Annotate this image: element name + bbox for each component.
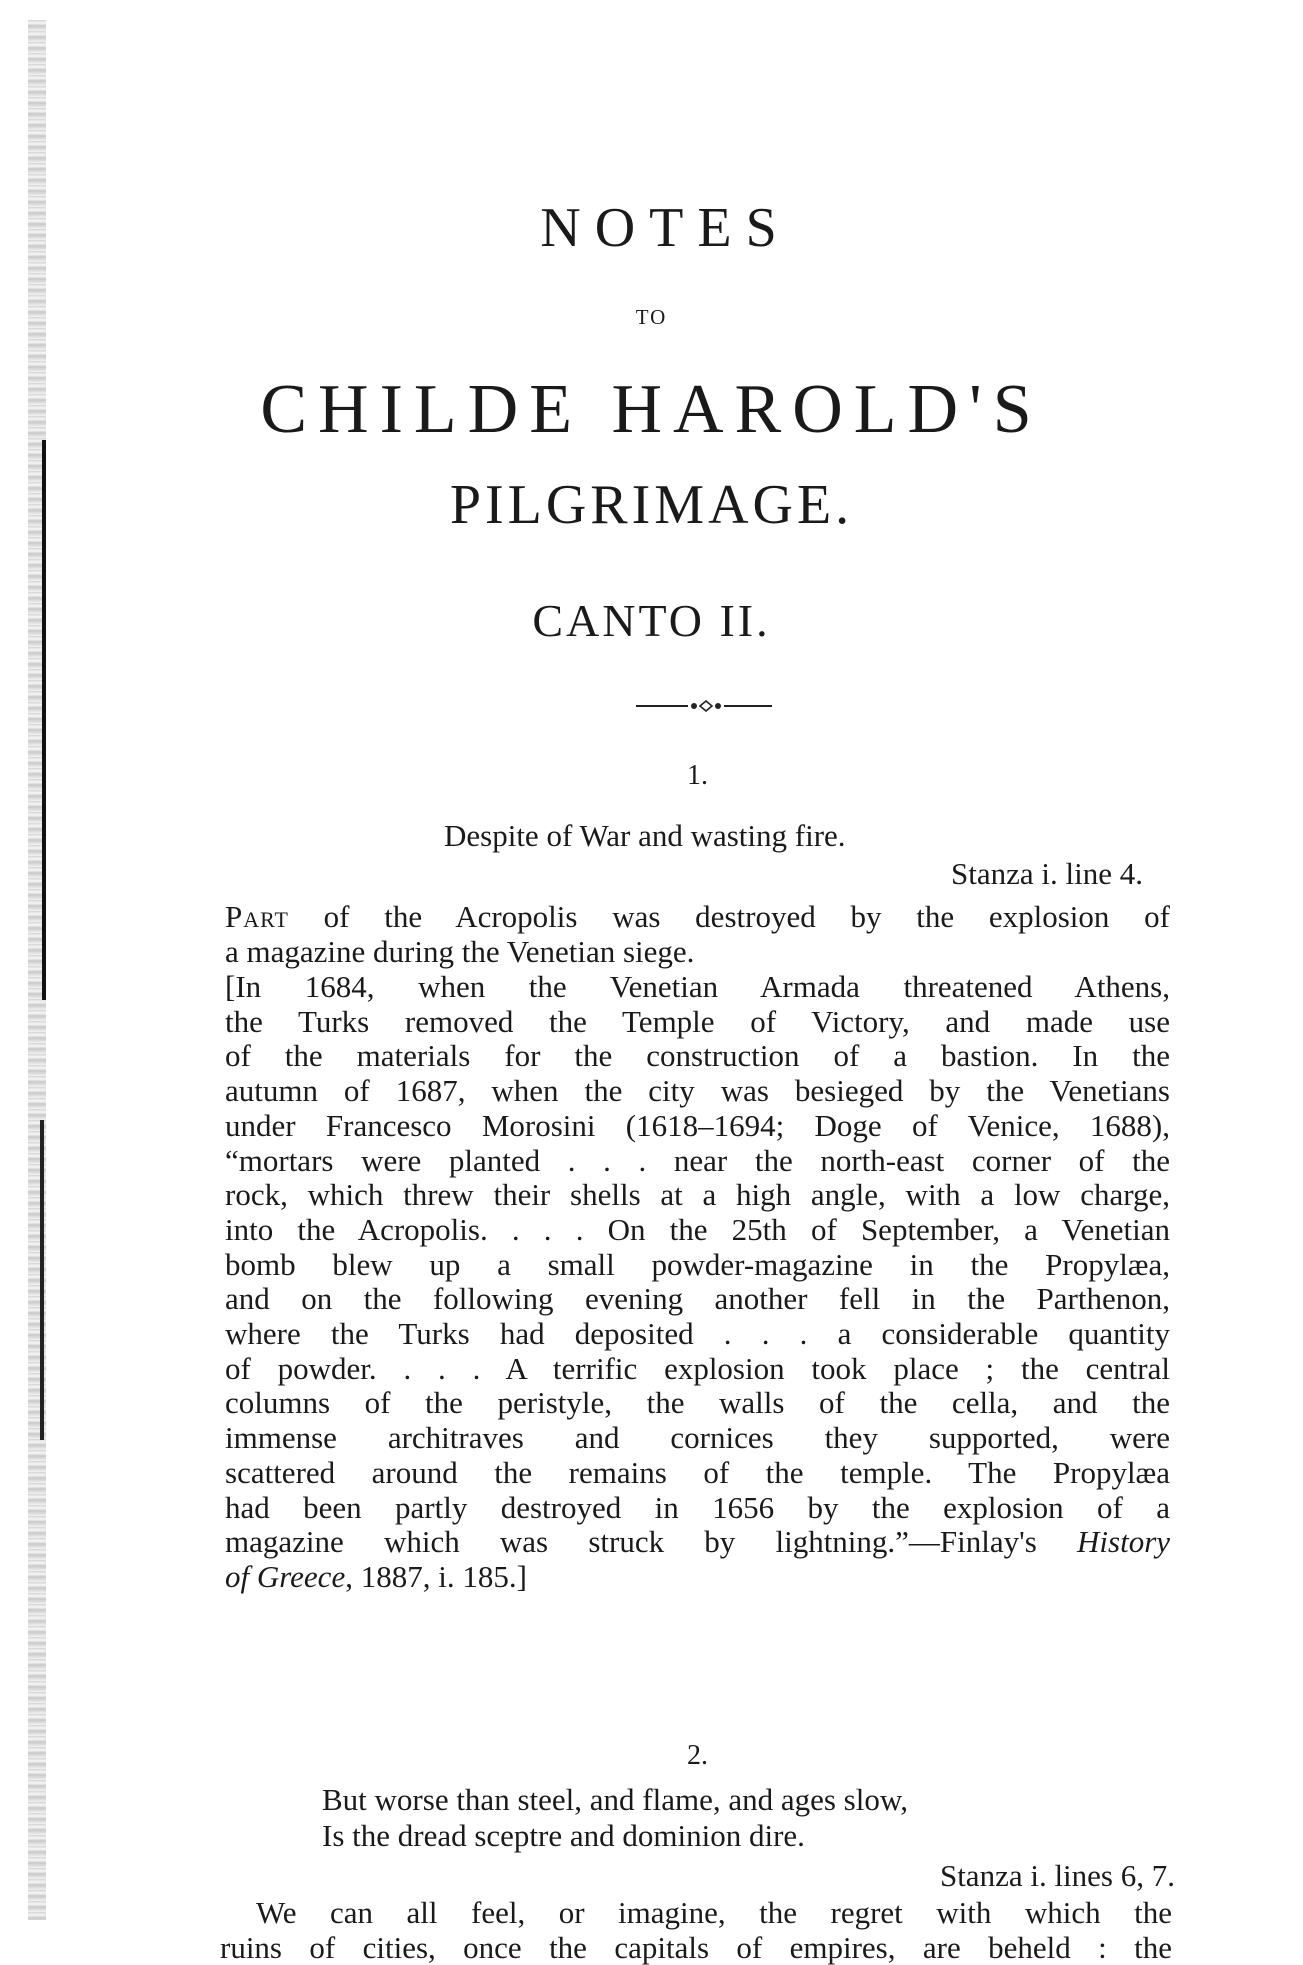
note-number-2: 2.	[687, 1740, 708, 1771]
text-line: [In 1684, when the Venetian Armada threatened Athens,	[225, 969, 1170, 1004]
text-line: where the Turks had deposited . . . a considerable quantity	[225, 1316, 1170, 1352]
text-line: the Turks removed the Temple of Victory, and made use	[225, 1003, 1170, 1039]
notes-heading: NOTES	[540, 197, 791, 259]
text-line: immense architraves and cornices they supported, were	[225, 1420, 1170, 1456]
text-line: into the Acropolis. . . . On the 25th of September, a Venetian	[225, 1211, 1170, 1247]
text-line: “mortars were planted . . . near the north-east corner of the	[225, 1142, 1170, 1178]
text-line	[225, 1560, 1170, 1595]
canto-heading: CANTO II.	[532, 595, 771, 646]
text-line: rock, which threw their shells at a high angle, with a low charge,	[225, 1177, 1170, 1213]
note-2-paragraph	[220, 1896, 1172, 1965]
note-2-quote-line-1: But worse than steel, and flame, and ages slow,	[322, 1782, 908, 1817]
text-line: scattered around the remains of the temple. The Propylæa	[225, 1454, 1170, 1490]
text-line: We can all feel, or imagine, the regret with which the	[256, 1895, 1172, 1930]
note-1-paragraph-1	[225, 900, 1170, 969]
citation-details: , 1887, i. 185.]	[345, 1558, 527, 1594]
work-title-line-1: CHILDE HAROLD'S	[260, 371, 1043, 448]
text-line: Part of the Acropolis was destroyed by the explosion of	[225, 899, 1170, 934]
text-line: bomb blew up a small powder-magazine in the Propylæa,	[225, 1246, 1170, 1282]
lead-word: Part	[225, 899, 289, 934]
text-line: had been partly destroyed in 1656 by the explosion of a	[225, 1489, 1170, 1525]
text-line: a magazine during the Venetian siege.	[225, 933, 695, 969]
citation-title-part-2: of Greece	[225, 1558, 346, 1594]
note-2-reference: Stanza i. lines 6, 7.	[939, 1858, 1175, 1893]
citation-title-part-1: History	[1077, 1524, 1171, 1560]
text-line: and on the following evening another fell in the Parthenon,	[225, 1281, 1170, 1317]
to-word: TO	[635, 305, 668, 329]
note-1-reference: Stanza i. line 4.	[951, 856, 1143, 891]
ornament-divider	[636, 700, 772, 712]
work-title-line-2: PILGRIMAGE.	[449, 474, 854, 536]
text-line: of the materials for the construction of a bastion. In the	[225, 1038, 1170, 1074]
text-line: autumn of 1687, when the city was besieged by the Venetians	[225, 1073, 1170, 1109]
text-line: columns of the peristyle, the walls of the cella, and the	[225, 1385, 1170, 1421]
note-number-1: 1.	[687, 760, 708, 791]
note-1-paragraph-2	[225, 970, 1170, 1595]
note-2-quote-line-2: Is the dread sceptre and dominion dire.	[322, 1818, 805, 1853]
text-line: of powder. . . . A terrific explosion took place ; the central	[225, 1350, 1170, 1386]
text-line: ruins of cities, once the capitals of empires, are beheld : the	[220, 1929, 1172, 1965]
note-1-quote-line: Despite of War and wasting fire.	[444, 818, 846, 853]
text-line: under Francesco Morosini (1618–1694; Doge of Venice, 1688),	[225, 1107, 1170, 1143]
text-line: magazine which was struck by lightning.”—Finlay's History	[225, 1524, 1171, 1560]
